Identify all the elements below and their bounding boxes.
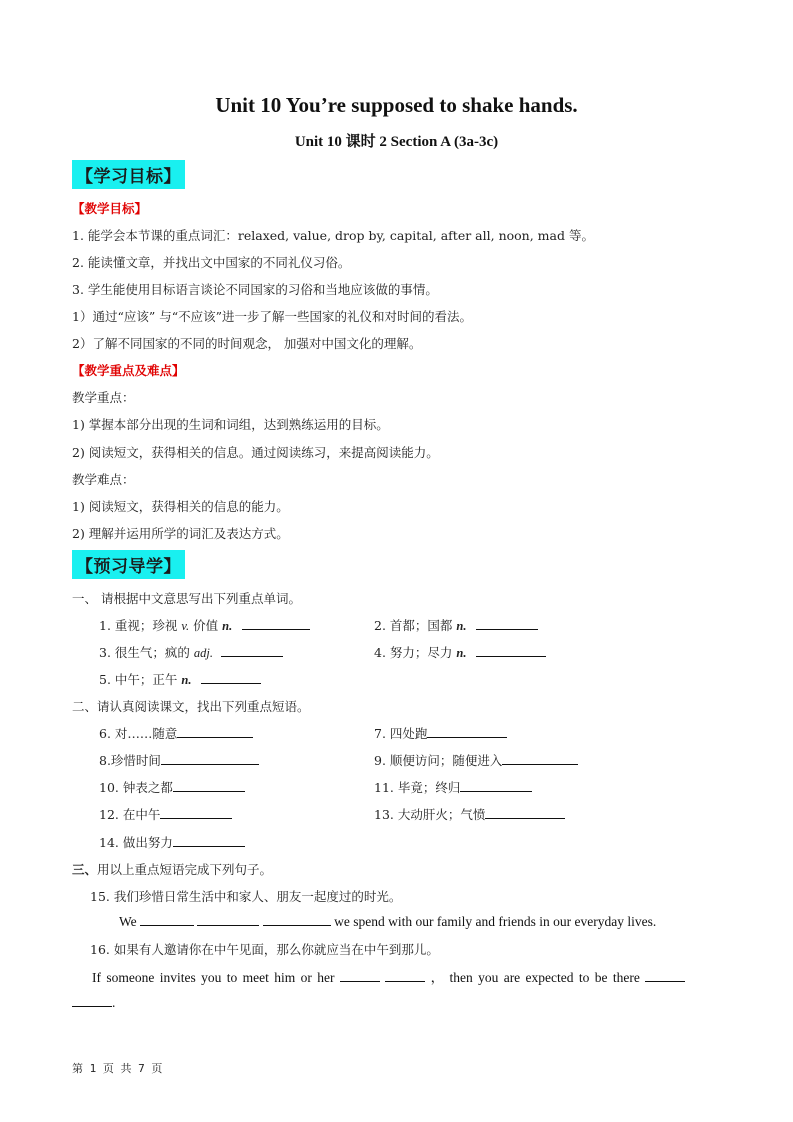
- answer-blank[interactable]: [173, 779, 245, 792]
- vocab-pos: v.: [181, 619, 190, 633]
- phrase-label: 6. 对……随意: [99, 726, 178, 741]
- answer-blank[interactable]: [476, 617, 538, 630]
- answer-blank[interactable]: [160, 806, 232, 819]
- question-16-cn: 16. 如果有人邀请你在中午见面，那么你就应当在中午到那儿。: [90, 942, 439, 957]
- part2-heading: 二、请认真阅读课文，找出下列重点短语。: [72, 699, 310, 714]
- answer-blank[interactable]: [460, 779, 532, 792]
- vocab-text: 努力；尽力: [389, 645, 453, 660]
- vocab-num: 3.: [99, 645, 111, 660]
- answer-blank[interactable]: [221, 644, 283, 657]
- phrase-label: 7. 四处跑: [374, 726, 428, 741]
- phrase-item-8: [99, 751, 259, 769]
- answer-blank[interactable]: [201, 671, 261, 684]
- phrase-label: 12. 在中午: [99, 807, 161, 822]
- phrase-label: 8.珍惜时间: [99, 753, 161, 768]
- difficulty-item-1: 1) 阅读短文，获得相关的信息的能力。: [72, 499, 289, 514]
- phrase-item-14: [99, 833, 245, 851]
- document-title: Unit 10 You’re supposed to shake hands.: [215, 93, 578, 117]
- phrase-label: 11. 毕竟；终归: [374, 780, 461, 795]
- focus-item-2: 2) 阅读短文，获得相关的信息。通过阅读练习，来提高阅读能力。: [72, 445, 439, 460]
- objective-sub-1: 1）通过“应该” 与“不应该”进一步了解一些国家的礼仪和对时间的看法。: [72, 309, 472, 324]
- difficulty-item-2: 2) 理解并运用所学的词汇及表达方式。: [72, 526, 289, 541]
- difficulty-label: 教学难点：: [72, 472, 135, 487]
- answer-blank[interactable]: [476, 644, 546, 657]
- teaching-objectives-heading: 【教学目标】: [72, 201, 148, 216]
- answer-blank[interactable]: [645, 969, 685, 982]
- vocab-text: 重视；珍视: [114, 618, 178, 633]
- answer-blank[interactable]: [385, 969, 425, 982]
- vocab-item-4: [374, 643, 546, 661]
- answer-blank[interactable]: [485, 806, 565, 819]
- phrase-label: 14. 做出努力: [99, 835, 173, 850]
- part3-heading-num: 三、: [72, 862, 98, 877]
- q15-start: We: [119, 914, 137, 929]
- vocab-pos: adj.: [193, 646, 214, 660]
- vocab-text: 首都；国都: [389, 618, 453, 633]
- answer-blank[interactable]: [242, 617, 310, 630]
- vocab-text2: 价值: [193, 618, 219, 633]
- vocab-item-3: [99, 643, 283, 661]
- focus-item-1: 1) 掌握本部分出现的生词和词组，达到熟练运用的目标。: [72, 417, 389, 432]
- phrase-label: 9. 顺便访问；随便进入: [374, 753, 503, 768]
- answer-blank[interactable]: [140, 913, 194, 926]
- phrase-item-9: [374, 751, 578, 769]
- q16-mid: ， then you are expected to be there: [430, 970, 640, 985]
- document-subtitle: Unit 10 课时 2 Section A (3a-3c): [294, 134, 499, 150]
- vocab-item-1: [99, 616, 310, 634]
- objective-2: 2. 能读懂文章，并找出文中国家的不同礼仪习俗。: [72, 255, 351, 270]
- answer-blank[interactable]: [173, 834, 245, 847]
- vocab-pos: n.: [456, 646, 467, 660]
- question-16-en-cont: [72, 994, 115, 1011]
- answer-blank[interactable]: [197, 913, 259, 926]
- vocab-num: 1.: [99, 618, 111, 633]
- q16-end: .: [112, 995, 116, 1010]
- vocab-num: 5.: [99, 672, 111, 687]
- part1-heading: 一、 请根据中文意思写出下列重点单词。: [72, 591, 301, 606]
- answer-blank[interactable]: [340, 969, 380, 982]
- question-16-en: [92, 966, 685, 986]
- answer-blank[interactable]: [502, 752, 578, 765]
- part3-heading-text: 用以上重点短语完成下列句子。: [97, 862, 273, 877]
- vocab-pos: n.: [181, 673, 192, 687]
- phrase-item-11: [374, 778, 532, 796]
- phrase-item-10: [99, 778, 245, 796]
- phrase-label: 13. 大动肝火；气愤: [374, 807, 486, 822]
- answer-blank[interactable]: [161, 752, 259, 765]
- objective-3: 3. 学生能使用目标语言谈论不同国家的习俗和当地应该做的事情。: [72, 282, 438, 297]
- question-15-cn: 15. 我们珍惜日常生活中和家人、朋友一起度过的时光。: [90, 889, 402, 904]
- vocab-item-5: [99, 670, 261, 688]
- vocab-pos: n.: [456, 619, 467, 633]
- phrase-item-6: [99, 724, 253, 742]
- focus-label: 教学重点：: [72, 390, 135, 405]
- answer-blank[interactable]: [263, 913, 331, 926]
- page-footer: 第 1 页 共 7 页: [72, 1062, 163, 1075]
- q15-end: we spend with our family and friends in our everyday lives.: [334, 914, 657, 929]
- phrase-item-12: [99, 805, 232, 823]
- phrase-label: 10. 钟表之都: [99, 780, 173, 795]
- keypoints-heading: 【教学重点及难点】: [72, 363, 185, 378]
- phrase-item-13: [374, 805, 565, 823]
- objective-1: 1. 能学会本节课的重点词汇：relaxed, value, drop by, capital, after all, noon, mad 等。: [72, 228, 594, 243]
- vocab-num: 2.: [374, 618, 386, 633]
- objective-sub-2: 2）了解不同国家的不同的时间观念， 加强对中国文化的理解。: [72, 336, 422, 351]
- answer-blank[interactable]: [427, 725, 507, 738]
- answer-blank[interactable]: [72, 994, 112, 1007]
- learning-goals-banner: 【学习目标】: [72, 160, 185, 189]
- question-15-en: [119, 913, 656, 930]
- vocab-item-2: [374, 616, 538, 634]
- answer-blank[interactable]: [177, 725, 253, 738]
- vocab-num: 4.: [374, 645, 386, 660]
- vocab-text: 中午；正午: [114, 672, 178, 687]
- part3-heading: [72, 860, 272, 878]
- preview-guide-banner: 【预习导学】: [72, 550, 185, 579]
- vocab-pos2: n.: [222, 619, 233, 633]
- vocab-text: 很生气；疯的: [114, 645, 190, 660]
- q16-start: If someone invites you to meet him or her: [92, 970, 335, 985]
- phrase-item-7: [374, 724, 507, 742]
